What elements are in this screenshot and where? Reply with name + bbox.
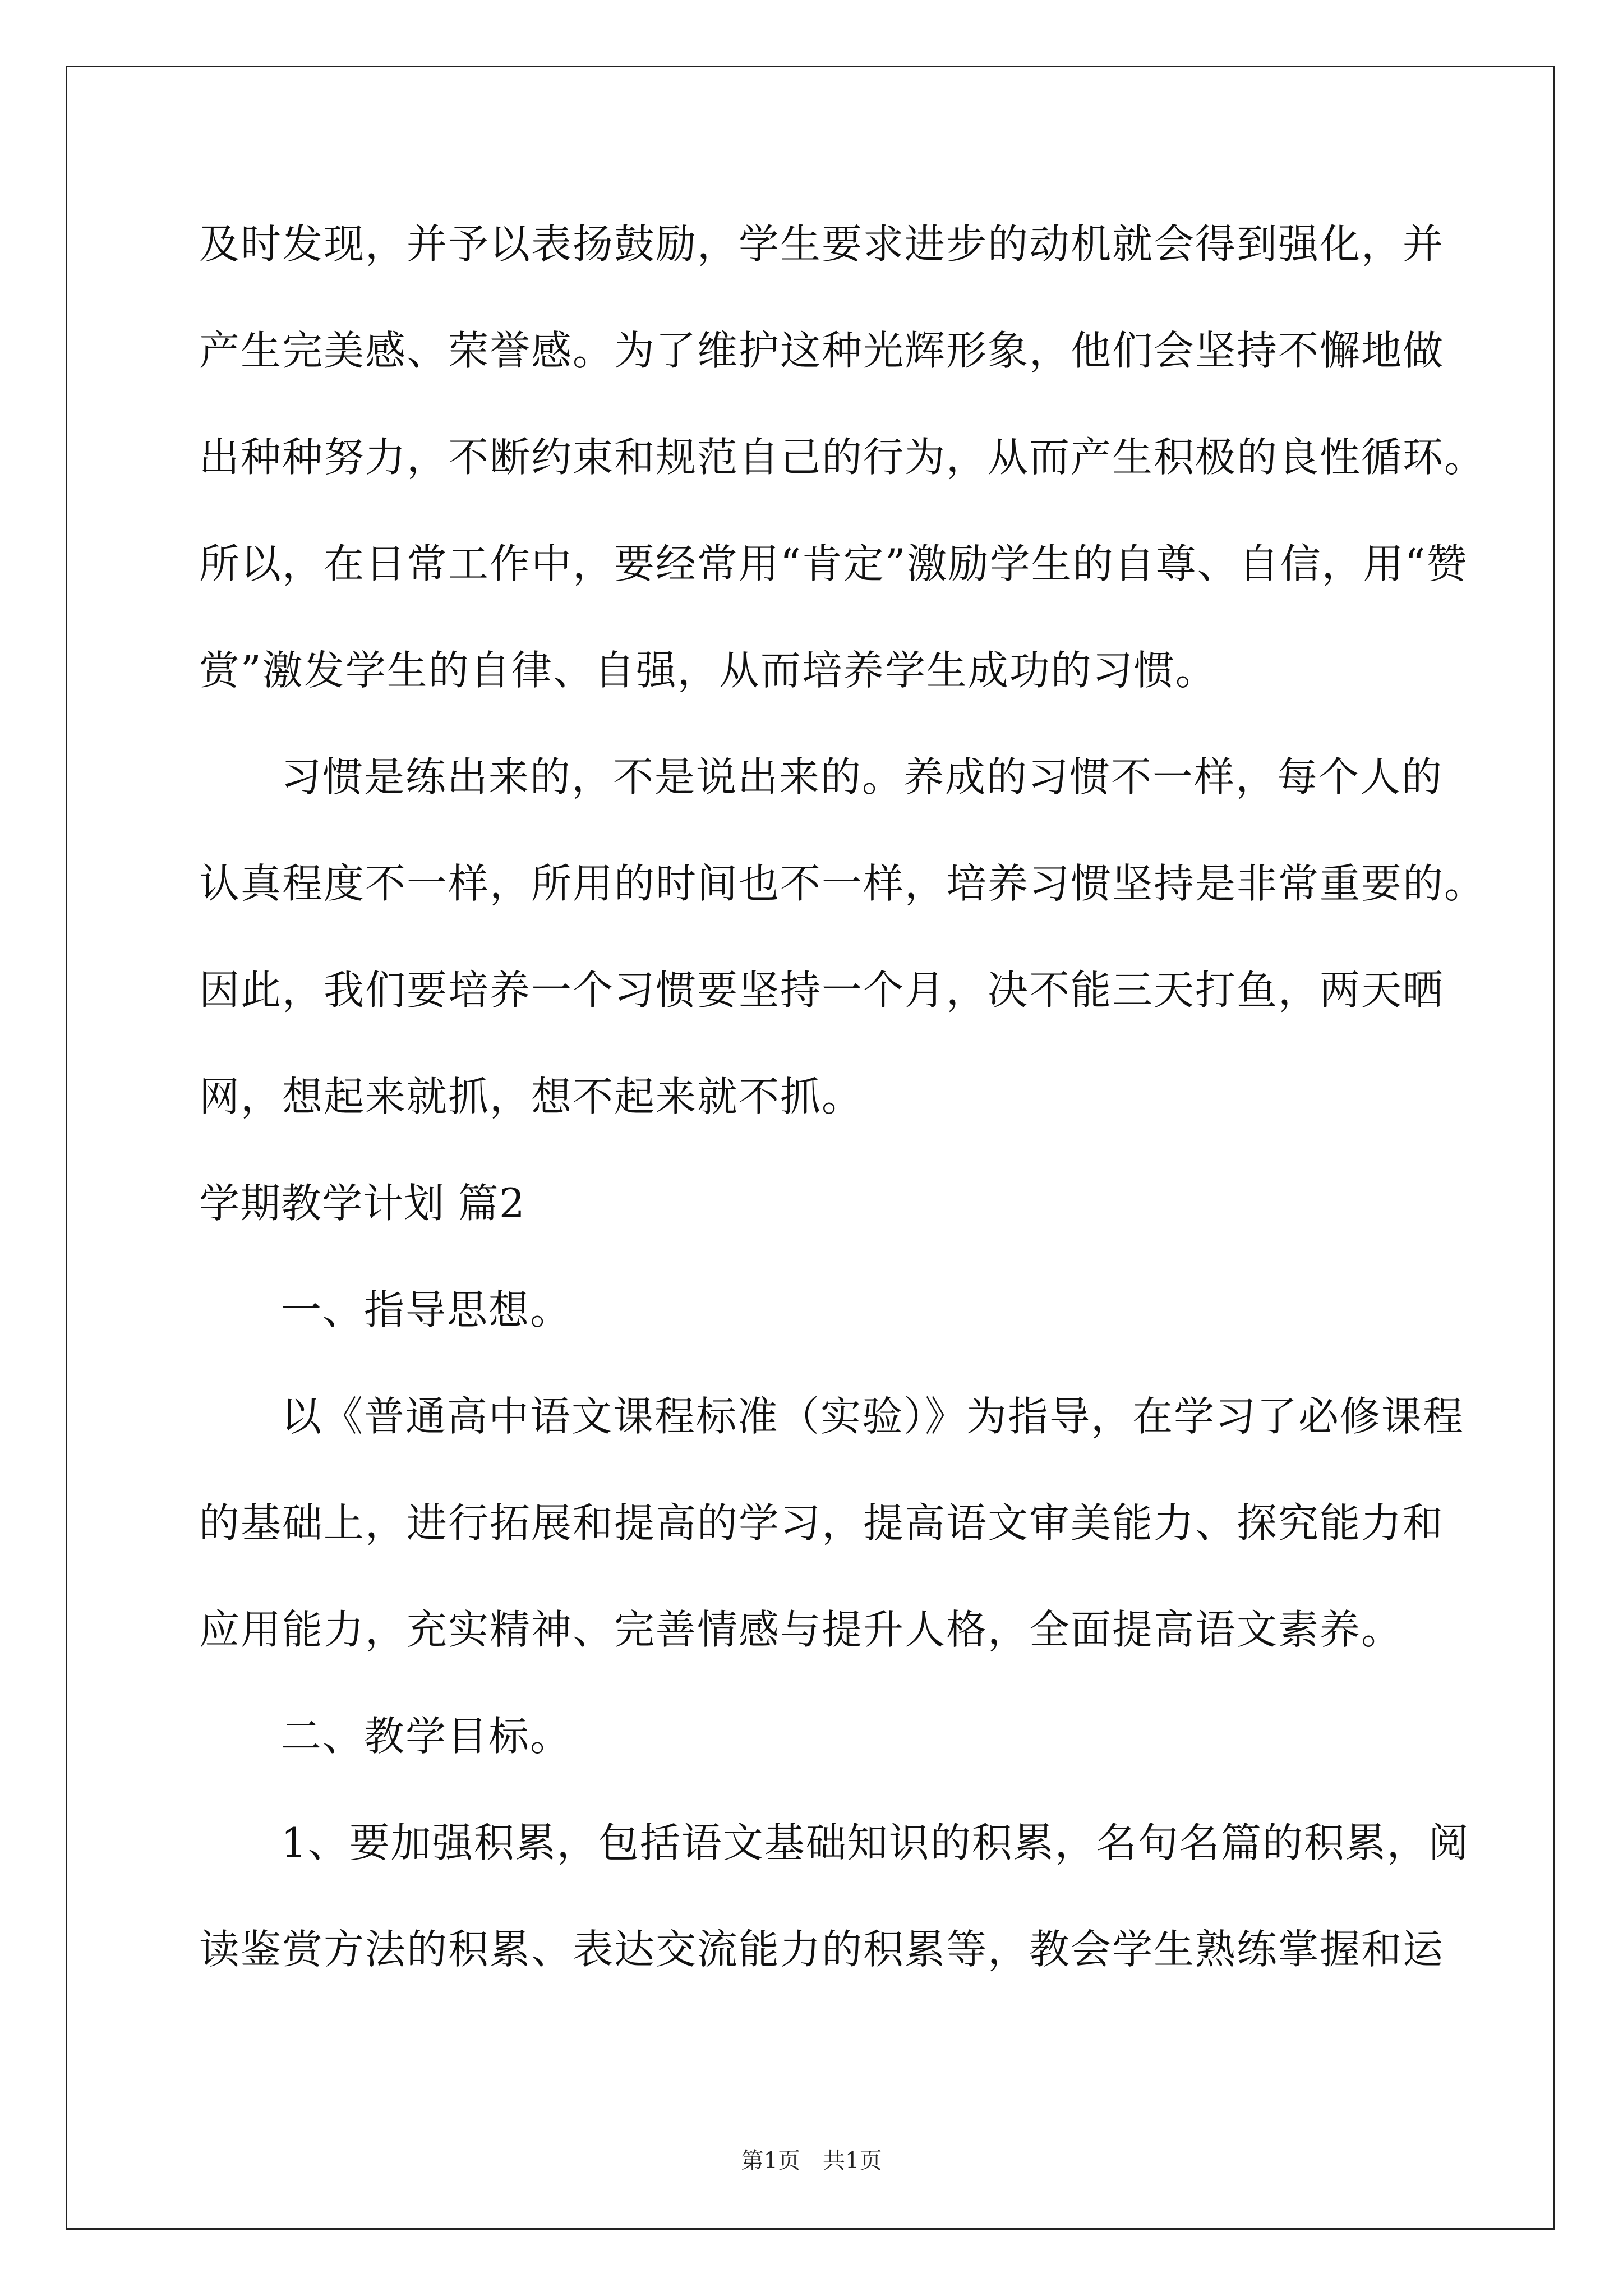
- paragraph-line: 出种种努力，不断约束和规范自己的行为，从而产生积极的良性循环。: [199, 434, 1486, 481]
- paragraph-line: 及时发现，并予以表扬鼓励，学生要求进步的动机就会得到强化，并: [199, 220, 1445, 268]
- section-title: 学期教学计划 篇2: [199, 1180, 525, 1227]
- paragraph-line: 所以，在日常工作中，要经常用“肯定”激励学生的自尊、自信，用“赞: [199, 540, 1468, 587]
- paragraph-line: 网，想起来就抓，想不起来就不抓。: [199, 1073, 864, 1120]
- paragraph-line: 的基础上，进行拓展和提高的学习，提高语文审美能力、探究能力和: [199, 1499, 1445, 1547]
- paragraph-line: 1、要加强积累，包括语文基础知识的积累，名句名篇的积累，阅: [281, 1819, 1470, 1866]
- paragraph-line: 赏”激发学生的自律、自强，从而培养学生成功的习惯。: [199, 647, 1217, 694]
- paragraph-line: 应用能力，充实精神、完善情感与提升人格，全面提高语文素养。: [199, 1606, 1403, 1653]
- paragraph-line: 因此，我们要培养一个习惯要坚持一个月，决不能三天打鱼，两天晒: [199, 967, 1445, 1014]
- section-heading-guiding-ideology: 一、指导思想。: [281, 1286, 572, 1333]
- document-body: [199, 191, 1486, 2003]
- paragraph-line: 产生完美感、荣誉感。为了维护这种光辉形象，他们会坚持不懈地做: [199, 327, 1445, 374]
- section-heading-teaching-goals: 二、教学目标。: [281, 1713, 572, 1760]
- paragraph-line: 读鉴赏方法的积累、表达交流能力的积累等，教会学生熟练掌握和运: [199, 1926, 1445, 1973]
- paragraph-line: 以《普通高中语文课程标准（实验）》为指导，在学习了必修课程: [281, 1393, 1465, 1440]
- page-number-footer: 第1页 共1页: [741, 2148, 882, 2174]
- paragraph-line: 习惯是练出来的，不是说出来的。养成的习惯不一样，每个人的: [281, 753, 1444, 800]
- paragraph-line: 认真程度不一样，所用的时间也不一样，培养习惯坚持是非常重要的。: [199, 860, 1486, 907]
